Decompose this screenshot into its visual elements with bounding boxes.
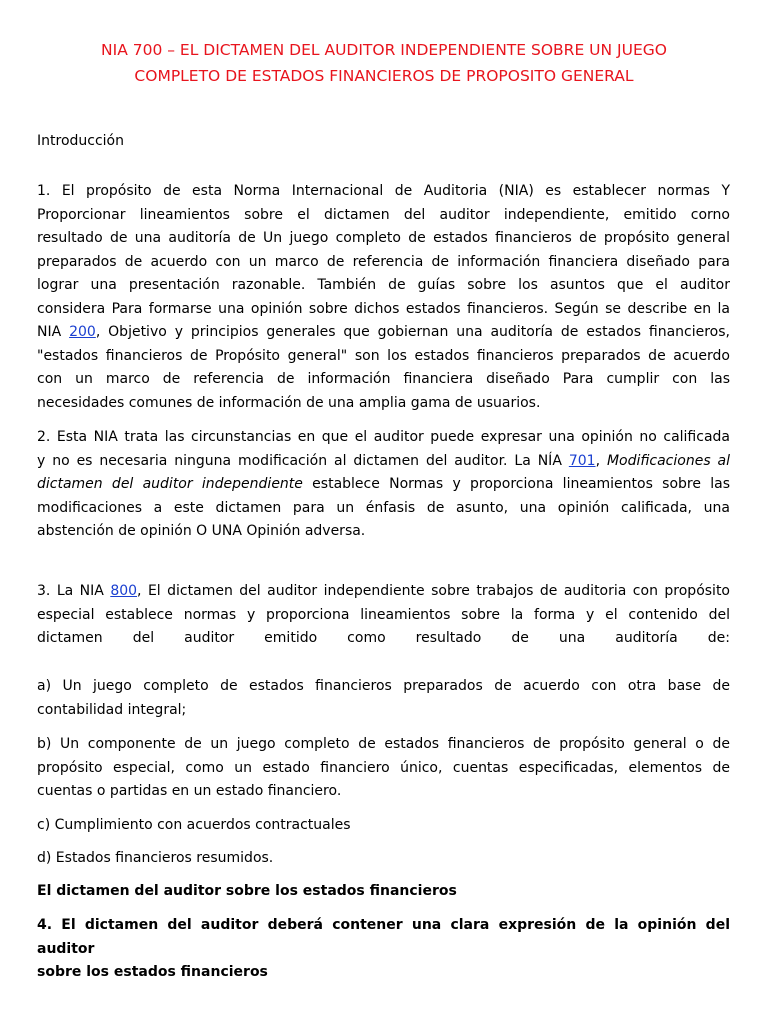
nia-200-link[interactable]: 200: [69, 324, 96, 340]
p2-line: 2. Esta NIA trata las circunstancias en que el auditor puede expresar una opinión no calificada: [37, 429, 730, 445]
p1-line: "estados financieros de Propósito general" son los estados financieros preparados de acuerdo: [37, 347, 730, 364]
p1-line: necesidades comunes de información de una amplia gama de usuarios.: [37, 394, 541, 411]
p2-line-with-link: y no es necesaria ninguna modificación al dictamen del auditor. La NÍA 701, Modificaciones al: [37, 452, 731, 469]
title-line-2: COMPLETO DE ESTADOS FINANCIEROS DE PROPOSITO GENERAL: [134, 67, 634, 85]
p1-line-with-link: NIA 200, Objetivo y principios generales que gobiernan una auditoría de estados financieros,: [37, 324, 730, 340]
p3-line: especial establece normas y proporciona lineamientos sobre la forma y el contenido del: [37, 606, 730, 623]
section-heading: El dictamen del auditor sobre los estados financieros: [37, 883, 457, 899]
nia-701-link[interactable]: 701: [568, 452, 596, 469]
p1-line: con un marco de referencia de información financiera diseñado Para cumplir con las: [37, 371, 730, 387]
title-line-1: NIA 700 – EL DICTAMEN DEL AUDITOR INDEPENDIENTE SOBRE UN JUEGO: [101, 41, 667, 59]
p3-line: dictamen del auditor emitido como resultado de una auditoría de:: [37, 630, 730, 646]
list-item-d: d) Estados financieros resumidos.: [37, 850, 274, 866]
list-item-c: c) Cumplimiento con acuerdos contractuales: [37, 817, 351, 833]
paragraph-3: [37, 580, 730, 651]
list-item-b: b) Un componente de un juego completo de estados financieros de propósito general o de propósito especial, como un estado financiero único, cuentas especificadas, elementos de cuentas o partidas en un estado financiero.: [37, 736, 730, 799]
p1-line: considera Para formarse una opinión sobre dichos estados financieros. Según se describe en la: [37, 300, 730, 317]
paragraph-1: [37, 180, 730, 415]
document-title: [0, 37, 768, 89]
intro-heading: Introducción: [37, 133, 124, 149]
p1-line: 1. El propósito de esta Norma Internacional de Auditoria (NIA) es establecer normas Y: [37, 183, 730, 199]
p1-line: preparados de acuerdo con un marco de referencia de información financiera diseñado para: [37, 253, 730, 270]
p3-line-with-link: 3. La NIA 800, El dictamen del auditor independiente sobre trabajos de auditoria con propósito: [37, 583, 730, 599]
p2-line: dictamen del auditor independiente establece Normas y proporciona lineamientos sobre las: [37, 476, 730, 492]
paragraph-4: 4. El dictamen del auditor deberá contener una clara expresión de la opinión del auditor sobre los estados financieros: [37, 917, 730, 980]
p1-line: lograr una presentación razonable. También de guías sobre los asuntos que el auditor: [37, 277, 730, 293]
p2-line: abstención de opinión O UNA Opinión adversa.: [37, 523, 366, 539]
p1-line: resultado de una auditoría de Un juego completo de estados financieros de propósito general: [37, 230, 730, 246]
list-item-a: a) Un juego completo de estados financieros preparados de acuerdo con otra base de contabilidad integral;: [37, 678, 730, 718]
paragraph-2: [37, 426, 730, 544]
p1-line: Proporcionar lineamientos sobre el dictamen del auditor independiente, emitido corno: [37, 206, 730, 223]
nia-800-link[interactable]: 800: [110, 583, 138, 599]
p2-line: modificaciones a este dictamen para un énfasis de asunto, una opinión calificada, una: [37, 499, 730, 516]
